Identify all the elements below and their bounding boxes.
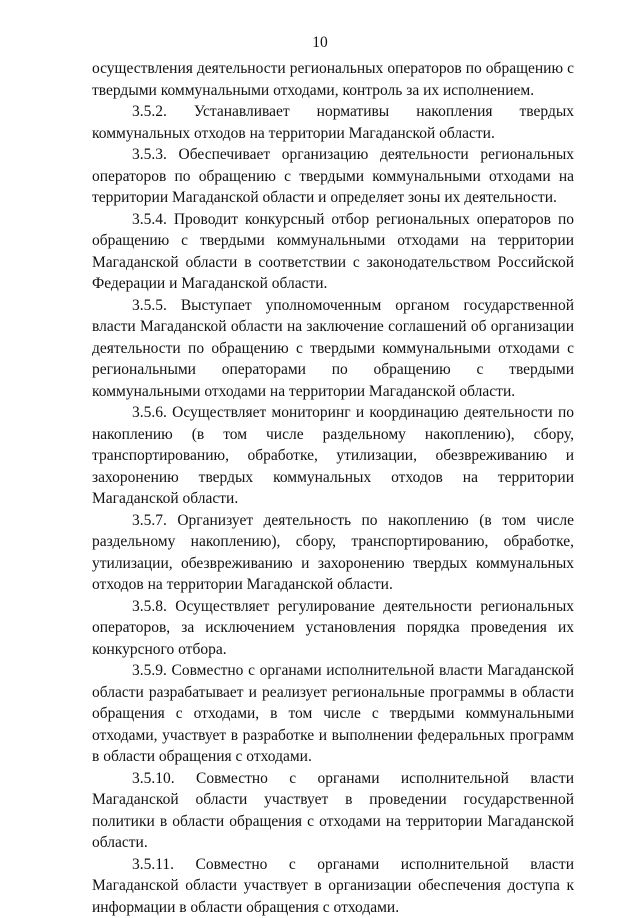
paragraph-3-5-11: 3.5.11. Совместно с органами исполнительной власти Магаданской области участвует в организации обеспечения доступа к информации в области обращения с отходами.: [92, 854, 574, 918]
paragraph-3-5-3: 3.5.3. Обеспечивает организацию деятельности региональных операторов по обращению с твердыми коммунальными отходами на территории Магаданской области и определяет зоны их деятельности.: [92, 144, 574, 209]
paragraph-3-5-9: 3.5.9. Совместно с органами исполнительной власти Магаданской области разрабатывает и реализует региональные программы в области обращения с отходами, в том числе с твердыми коммунальными отходами, участвует в разработке и выполнении федеральных программ в области обращения с отходами.: [92, 660, 574, 768]
paragraph-3-5-2: 3.5.2. Устанавливает нормативы накопления твердых коммунальных отходов на территории Магаданской области.: [92, 101, 574, 144]
paragraph-3-5-4: 3.5.4. Проводит конкурсный отбор региональных операторов по обращению с твердыми коммунальными отходами на территории Магаданской области в соответствии с законодательством Российской Федерации и Магаданской области.: [92, 209, 574, 295]
paragraph-3-5-7: 3.5.7. Организует деятельность по накоплению (в том числе раздельному накоплению), сбору, транспортированию, обработке, утилизации, обезвреживанию и захоронению твердых коммунальных отходов на территории Магаданской области.: [92, 510, 574, 596]
document-body: [92, 58, 574, 918]
paragraph-continuation: осуществления деятельности региональных операторов по обращению с твердыми коммунальными отходами, контроль за их исполнением.: [92, 58, 574, 101]
paragraph-3-5-6: 3.5.6. Осуществляет мониторинг и координацию деятельности по накоплению (в том числе раздельному накоплению), сбору, транспортированию, обработке, утилизации, обезвреживанию и захоронению твердых коммунальных отходов на территории Магаданской области.: [92, 402, 574, 510]
paragraph-3-5-8: 3.5.8. Осуществляет регулирование деятельности региональных операторов, за исключением установления порядка проведения их конкурсного отбора.: [92, 596, 574, 661]
paragraph-3-5-10: 3.5.10. Совместно с органами исполнительной власти Магаданской области участвует в проведении государственной политики в области обращения с отходами на территории Магаданской области.: [92, 768, 574, 854]
paragraph-3-5-5: 3.5.5. Выступает уполномоченным органом государственной власти Магаданской области на заключение соглашений об организации деятельности по обращению с твердыми коммунальными отходами с региональными операторами по обращению с твердыми коммунальными отходами на территории Магаданской области.: [92, 295, 574, 403]
page-number: 10: [0, 34, 640, 52]
